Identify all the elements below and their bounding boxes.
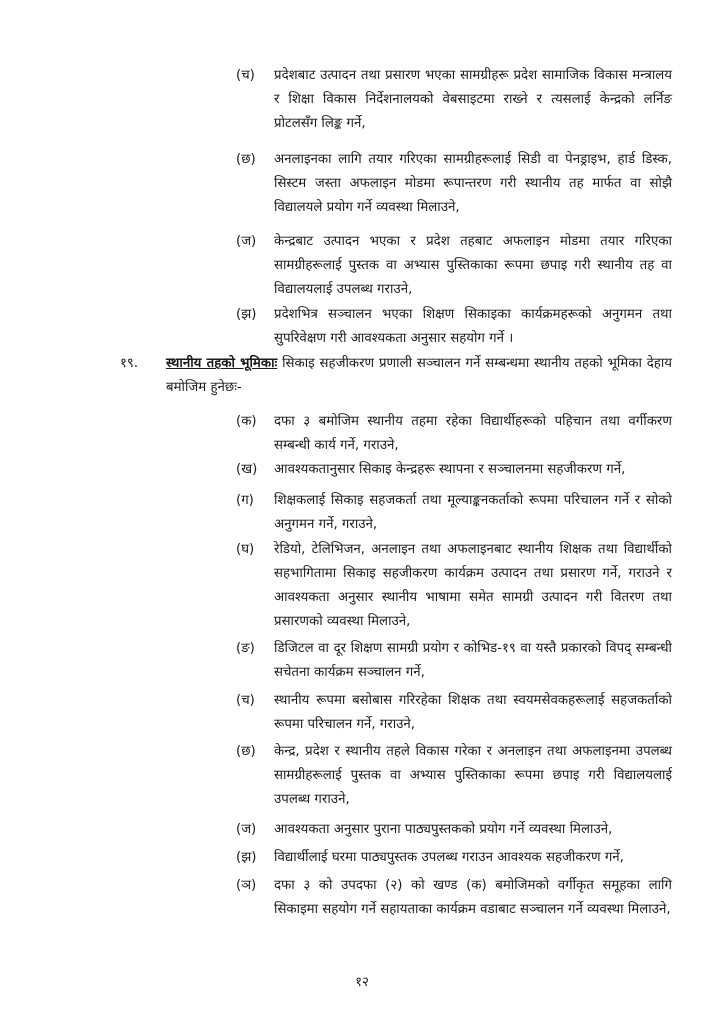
- item-text: रेडियो, टेलिभिजन, अनलाइन तथा अफलाइनबाट स्थानीय शिक्षक तथा विद्यार्थीको सहभागितामा सिकाइ सहजीकरण कार्यक्रम उत्पादन तथा प्रसारण गर्ने, गराउने र आवश्यकता अनुसार स्थानीय भाषामा समेत सामग्री उत्पादन गरी वितरण तथा प्रसारणको व्यवस्था मिलाउने,: [274, 542, 672, 629]
- item-label: (ग): [236, 493, 254, 508]
- item-text: आवश्यकतानुसार सिकाइ केन्द्रहरू स्थापना र सञ्चालनमा सहजीकरण गर्ने,: [274, 462, 626, 477]
- item-label: (ङ): [236, 641, 255, 656]
- item-label: (क): [236, 414, 257, 429]
- list-item: [236, 689, 672, 737]
- item-text: दफा ३ को उपदफा (२) को खण्ड (क) बमोजिमको वर्गीकृत समूहका लागि सिकाइमा सहयोग गर्ने सहायताका कार्यक्रम वडाबाट सञ्चालन गर्ने व्यवस्था मिलाउने,: [274, 878, 672, 917]
- item-text: केन्द्र, प्रदेश र स्थानीय तहले विकास गरेका र अनलाइन तथा अफलाइनमा उपलब्ध सामग्रीहरूलाई पुस्तक वा अभ्यास पुस्तिकाका रूपमा छपाइ गरी विद्यालयलाई उपलब्ध गराउने,: [274, 744, 672, 807]
- item-label: (ख): [236, 462, 258, 477]
- item-label: (छ): [236, 744, 256, 759]
- item-text: अनलाइनका लागि तयार गरिएका सामग्रीहरूलाई सिडी वा पेनड्राइभ, हार्ड डिस्क, सिस्टम जस्ता अफलाइन मोडमा रूपान्तरण गरी स्थानीय तह मार्फत वा सोझै विद्यालयले प्रयोग गर्ने व्यवस्था मिलाउने,: [274, 152, 672, 215]
- list-item: [236, 846, 672, 870]
- list-item: [236, 230, 672, 302]
- item-text: स्थानीय रूपमा बसोबास गरिरहेका शिक्षक तथा स्वयमसेवकहरूलाई सहजकर्ताको रूपमा परिचालन गर्ने, गराउने,: [274, 693, 672, 732]
- item-text: प्रदेशबाट उत्पादन तथा प्रसारण भएका सामग्रीहरू प्रदेश सामाजिक विकास मन्त्रालय र शिक्षा विकास निर्देशनालयको वेबसाइटमा राख्ने र त्यसलाई केन्द्रको लर्निङ प्रोटलसँग लिङ्क गर्ने,: [274, 68, 672, 131]
- item-text: प्रदेशभित्र सञ्चालन भएका शिक्षण सिकाइका कार्यक्रमहरूको अनुगमन तथा सुपरिवेक्षण गरी आवश्यकता अनुसार सहयोग गर्ने ।: [274, 307, 672, 346]
- item-label: (झ): [236, 307, 257, 322]
- item-text: विद्यार्थीलाई घरमा पाठ्यपुस्तक उपलब्ध गराउन आवश्यक सहजीकरण गर्ने,: [274, 850, 624, 865]
- item-label: (ञ): [236, 878, 257, 893]
- section-heading: स्थानीय तहको भूमिकाः: [166, 356, 278, 371]
- item-text: दफा ३ बमोजिम स्थानीय तहमा रहेका विद्यार्थीहरूको पहिचान तथा वर्गीकरण सम्बन्धी कार्य गर्ने, गराउने,: [274, 414, 672, 453]
- list-item: [236, 489, 672, 537]
- item-label: (छ): [236, 152, 256, 167]
- item-text: शिक्षकलाई सिकाइ सहजकर्ता तथा मूल्याङ्कनकर्ताको रूपमा परिचालन गर्ने र सोको अनुगमन गर्ने, गराउने,: [274, 493, 672, 532]
- item-label: (ज): [236, 234, 257, 249]
- item-text: आवश्यकता अनुसार पुराना पाठ्यपुस्तकको प्रयोग गर्ने व्यवस्था मिलाउने,: [274, 822, 613, 837]
- item-label: (ज): [236, 822, 257, 837]
- list-item: [236, 538, 672, 634]
- section-number: १९.: [120, 356, 139, 371]
- item-label: (च): [236, 693, 255, 708]
- item-label: (च): [236, 68, 255, 83]
- item-text: डिजिटल वा दूर शिक्षण सामग्री प्रयोग र कोभिड-१९ वा यस्तै प्रकारको विपद् सम्बन्धी सचेतना कार्यक्रम सञ्चालन गर्ने,: [274, 641, 672, 680]
- page-number: १२: [355, 975, 369, 990]
- list-item: [236, 458, 672, 482]
- list-item: [236, 303, 672, 351]
- list-item: [236, 874, 672, 922]
- item-text: केन्द्रबाट उत्पादन भएका र प्रदेश तहबाट अफलाइन मोडमा तयार गरिएका सामग्रीहरूलाई पुस्तक वा अभ्यास पुस्तिकाका रूपमा छपाइ गरी स्थानीय तह वा विद्यालयलाई उपलब्ध गराउने,: [274, 234, 672, 297]
- item-label: (झ): [236, 850, 257, 865]
- section-intro: सिकाइ सहजीकरण प्रणाली सञ्चालन गर्ने सम्बन्धमा स्थानीय तहको भूमिका देहाय बमोजिम हुनेछः-: [166, 356, 672, 395]
- list-item: [236, 64, 672, 136]
- item-label: (घ): [236, 542, 255, 557]
- section-heading-line: [166, 352, 672, 400]
- list-item: [236, 148, 672, 220]
- list-item: [236, 740, 672, 812]
- list-item: [236, 818, 672, 842]
- section-19: [120, 352, 672, 400]
- list-item: [236, 637, 672, 685]
- list-item: [236, 410, 672, 458]
